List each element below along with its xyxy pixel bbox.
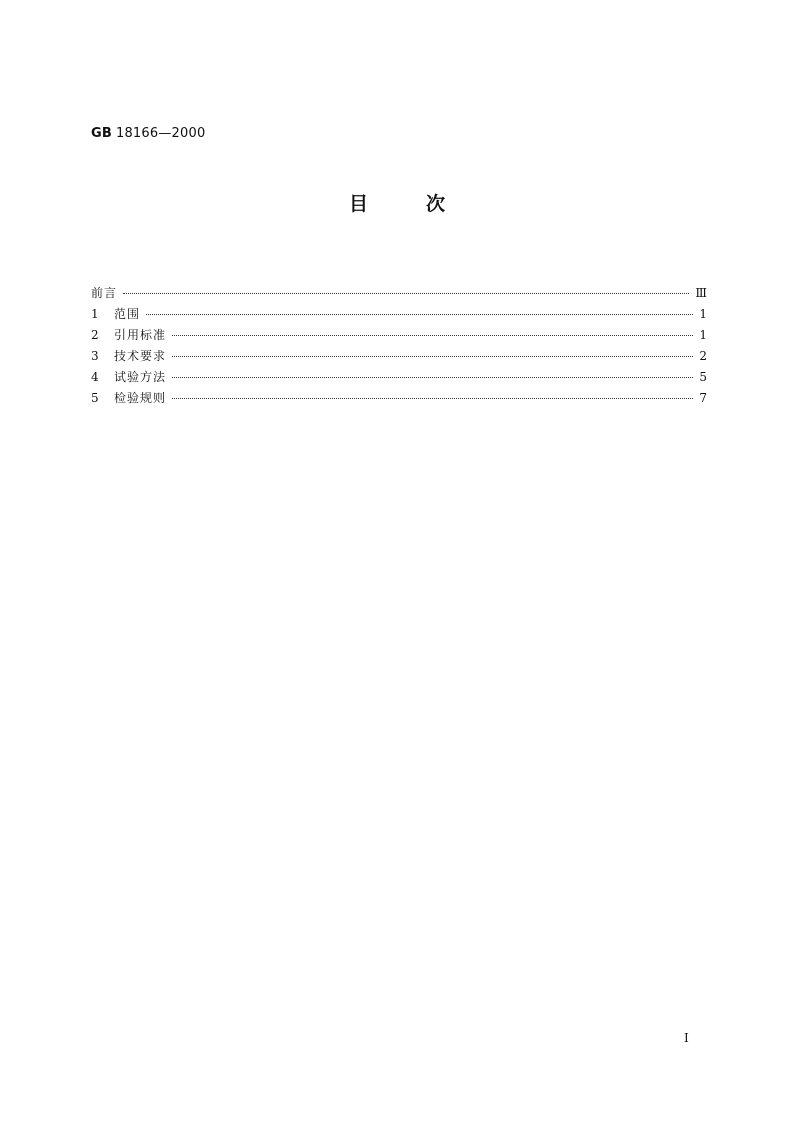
page-number: I xyxy=(684,1031,689,1045)
standard-code xyxy=(91,126,205,141)
toc-entry-number: 3 xyxy=(91,349,99,363)
toc-entry-label: 技术要求 xyxy=(114,349,167,363)
dot-leader xyxy=(172,356,693,357)
table-of-contents xyxy=(91,284,707,410)
toc-entry-page: 1 xyxy=(699,307,707,321)
dot-leader xyxy=(172,398,693,399)
toc-entry-page: 2 xyxy=(699,349,707,363)
toc-entry-number: 4 xyxy=(91,370,99,384)
toc-entry-test-methods[interactable] xyxy=(91,368,707,389)
toc-entry-label: 范围 xyxy=(114,307,141,321)
dot-leader xyxy=(172,377,693,378)
toc-entry-label: 引用标准 xyxy=(114,328,167,342)
toc-entry-number: 5 xyxy=(91,391,99,405)
dot-leader xyxy=(172,335,693,336)
toc-entry-page: 1 xyxy=(699,328,707,342)
toc-entry-label: 前言 xyxy=(91,286,118,300)
toc-entry-scope[interactable] xyxy=(91,305,707,326)
toc-entry-label: 试验方法 xyxy=(114,370,167,384)
toc-entry-technical-requirements[interactable] xyxy=(91,347,707,368)
toc-entry-normative-references[interactable] xyxy=(91,326,707,347)
toc-entry-inspection-rules[interactable] xyxy=(91,389,707,410)
dot-leader xyxy=(146,314,693,315)
toc-entry-number: 1 xyxy=(91,307,99,321)
toc-entry-number: 2 xyxy=(91,328,99,342)
toc-entry-page: 5 xyxy=(699,370,707,384)
toc-entry-page: Ⅲ xyxy=(695,286,707,300)
toc-entry-page: 7 xyxy=(699,391,707,405)
toc-title: 目次 xyxy=(348,193,503,215)
standard-prefix: GB xyxy=(91,126,112,141)
dot-leader xyxy=(123,293,689,294)
standard-number: 18166—2000 xyxy=(115,126,206,141)
toc-entry-foreword[interactable] xyxy=(91,284,707,305)
toc-entry-label: 检验规则 xyxy=(114,391,167,405)
